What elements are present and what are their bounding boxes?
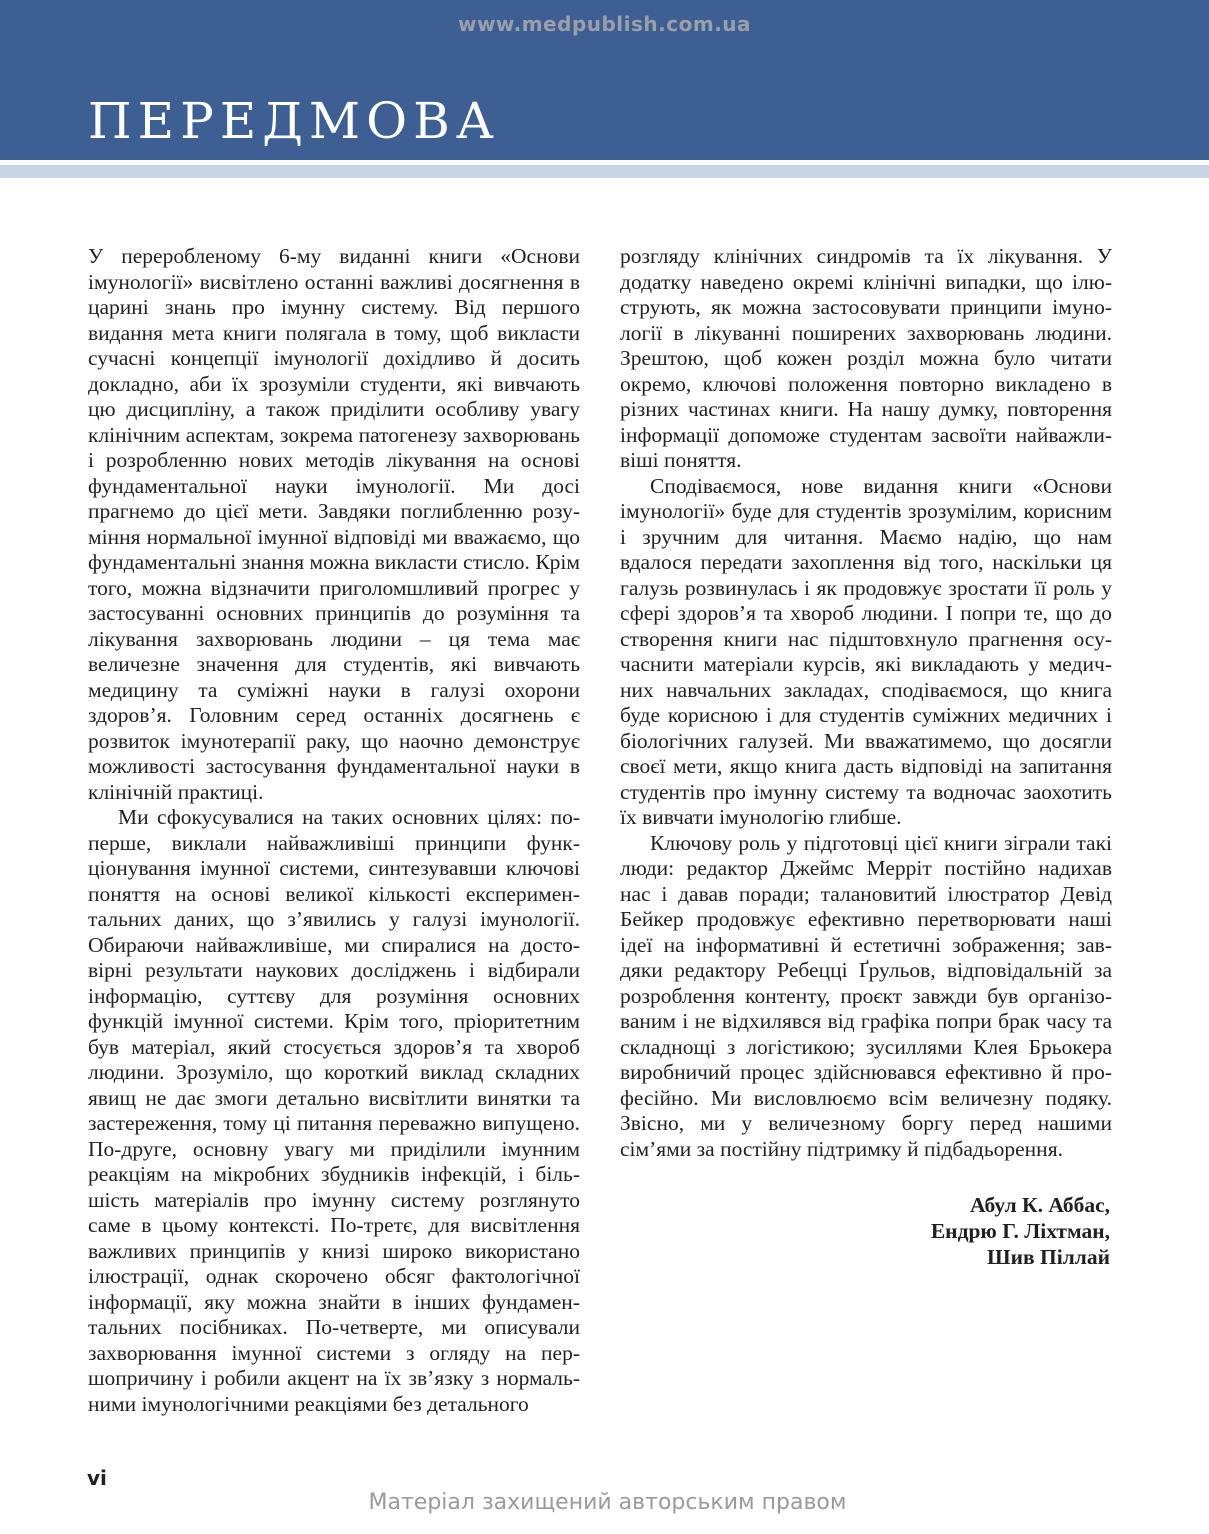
author-name: Ендрю Г. Ліхтман, [930, 1219, 1110, 1243]
body-paragraph: Ми сфокусувалися на таких основних цілях: по-перше, виклали найважливіші принципи функціонування імунної системи, синтезувавши ключові поняття на основі великої кількості експериментальних даних, що з’явились у галузі імунології. Обираючи найважливіше, ми спиралися на достовірні результати наукових досліджень і відбирали інформацію, суттєву для розуміння основних функцій імунної системи. Крім того, пріоритетним був матеріал, який стосується здоров’я та хвороб людини. Зрозуміло, що короткий виклад складних явищ не дає змоги детально висвітлити винятки та застереження, тому ці питання переважно випущено. По-друге, основну увагу ми приділили імунним реакціям на мікробних збудників інфекцій, і більшість матеріалів про імунну систему розглянуто саме в цьому контексті. По-третє, для висвітлення важливих принципів у книзі широко використано ілюстрації, однак скорочено обсяг фактологічної інформації, яку можна знайти в інших фундаментальних посібниках. По-четверте, ми описували захворювання імунної системи з огляду на першопричину і робили акцент на їх зв’язку з нормальними імунологічними реакціями без детального [88, 805, 580, 1416]
copyright-notice: Матеріал захищений авторським правом [368, 1490, 847, 1515]
site-url-watermark: www.medpublish.com.ua [457, 12, 752, 36]
body-paragraph: розгляду клінічних синдромів та їх лікування. У додатку наведено окремі клінічні випадки, що ілюструють, як можна застосовувати принципи імунології в лікуванні поширених захворювань людини. Зрештою, щоб кожен розділ можна було читати окремо, ключові положення повторно викладено в різних частинах книги. На нашу думку, повторення інформації допоможе студентам засвоїти найважливіші поняття. [620, 244, 1112, 472]
author-name: Абул К. Аббас, [970, 1193, 1110, 1217]
body-paragraph: У переробленому 6-му виданні книги «Основи імунології» висвітлено останні важливі досягнення в царині знань про імунну систему. Від першого видання мета книги полягала в тому, щоб викласти сучасні концепції імунології дохідливо й досить докладно, аби їх зрозуміли студенти, які вивчають цю дисципліну, а також приділити особливу увагу клінічним аспектам, зокрема патогенезу захворювань і розробленню нових методів лікування на основі фундаментальної науки імунології. Ми досі прагнемо до цієї мети. Завдяки поглибленню розуміння нормальної імунної відповіді ми вважаємо, що фундаментальні знання можна викласти стисло. Крім того, можна відзначити приголомшливий прогрес у застосуванні основних принципів до розуміння та лікування захворювань людини – ця тема має величезне значення для студентів, які вивчають медицину та суміжні науки в галузі охорони здоров’я. Головним серед останніх досягнень є розвиток імунотерапії раку, що наочно демонструє можливості застосування фундаментальної науки в клінічній практиці. [88, 244, 580, 804]
body-paragraph: Ключову роль у підготовці цієї книги зіграли такі люди: редактор Джеймс Меррiт постійно надихав нас і давав поради; талановитий ілюстратор Девід Бейкер продовжує ефективно перетворювати наші ідеї на інформативні й естетичні зображення; завдяки редактору Ребецці Ґрульов, відповідальній за розроблення контенту, проєкт завжди був організованим і не відхилявся від графіка попри брак часу та складнощі з логістикою; зусиллями Клея Брьокера виробничий процес здійснювався ефективно й професійно. Ми висловлюємо всім величезну подяку. Звісно, ми у величезному боргу перед нашими сім’ями за постійну підтримку й підбадьорення. [620, 830, 1112, 1161]
author-signatures [931, 1192, 1110, 1270]
right-text-column [620, 244, 1112, 1162]
page-number: vi [87, 1466, 107, 1490]
page-title: ПЕРЕДМОВА [88, 92, 500, 150]
header-divider-line [0, 165, 1209, 178]
body-paragraph: Сподіваємося, нове видання книги «Основи імунології» буде для студентів зрозумілим, корисним і зручним для читання. Маємо надію, що нам вдалося передати захоплення від того, наскільки ця галузь розвинулась і як продовжує зростати її роль у сфері здоров’я та хвороб людини. І попри те, що до створення книги нас підштовхнуло прагнення осучаснити матеріали курсів, які викладають у медичних навчальних закладах, сподіваємося, що книга буде корисною і для студентів суміжних медичних і біологічних галузей. Ми вважатимемо, що досягли своєї мети, якщо книга дасть відповіді на запитання студентів про імунну систему та водночас заохотить їх вивчати імунологію глибше. [620, 473, 1112, 829]
left-text-column [88, 244, 580, 1417]
author-name: Шив Піллай [987, 1245, 1110, 1269]
